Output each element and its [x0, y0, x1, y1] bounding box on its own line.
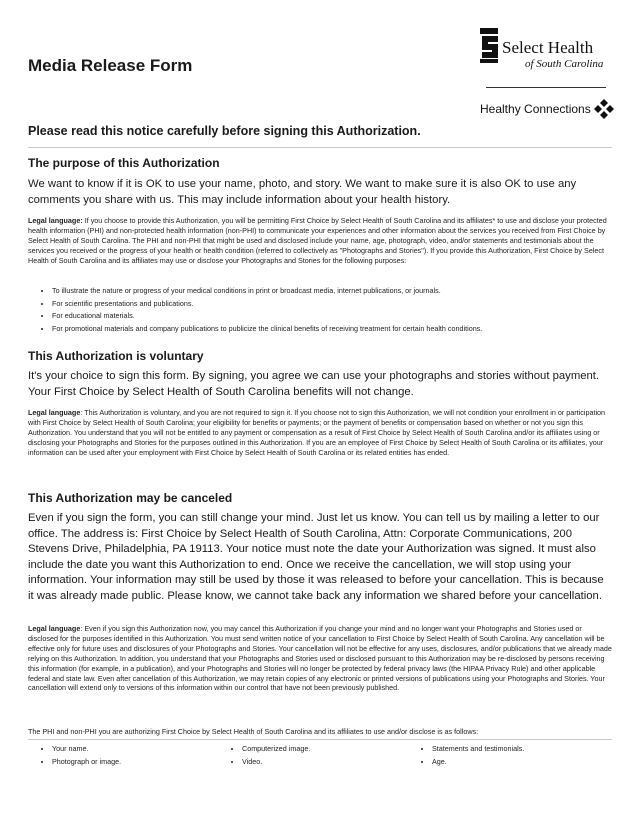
list-item: • Video. — [242, 755, 418, 768]
healthy-connections-text: Healthy Connections — [480, 102, 591, 116]
notice-text: Please read this notice carefully before signing this Authorization. — [28, 124, 421, 138]
list-item: • Photograph or image. — [52, 755, 228, 768]
phi-intro-text: The PHI and non-PHI you are authorizing First Choice by Select Health of South Carolina and its affiliates to use and/or disclose is as follows: — [28, 727, 479, 736]
list-item: • Age. — [432, 755, 608, 768]
page-title: Media Release Form — [28, 56, 193, 75]
select-health-logo-icon — [478, 28, 500, 64]
list-item: • For promotional materials and company publications to publicize the clinical benefits of receiving treatment for certain health conditions. — [52, 323, 622, 336]
list-item: • Statements and testimonials. — [432, 742, 608, 755]
legal-body: : Even if you sign this Authorization now, you may cancel this Authorization if you change your mind and no longer want your Photographs and Stories used or disclosed for the purposes identified in this Authorization. You must send written notice of your cancellation to First Choice by Select Health of South Carolina. Any cancellation will be effective only for future uses and disclosures of your Photographs and Stories. Your cancellation will not be effective for any uses, disclosures, and/or publications that we already made relying on this Authorization. In addition, you understand that your Photographs and Stories used or disclosed pursuant to this Authorization may be re-disclosed by persons receiving this information (for example, in a publication), and your Photographs and Stories will no longer be protected by federal privacy laws (the HIPAA Privacy Rule) and other applicable federal and state law. Even after cancellation of this Authorization, we may retain copies of any electronic or printed versions of publications using your Photographs and Stories. Your cancellation will extend only to versions of this information within our control that have not been previously published. — [28, 624, 612, 693]
voluntary-legal-text — [28, 408, 612, 458]
healthy-connections-icon — [594, 97, 614, 121]
phi-column — [418, 742, 608, 768]
healthy-connections-logo — [480, 97, 620, 121]
list-item: • Computerized image. — [242, 742, 418, 755]
legal-body: : This Authorization is voluntary, and you are not required to sign it. If you choose not to sign this Authorization, we will not condition your enrollment in or participation with First Choice by Select Health of South Carolina; your eligibility for benefits or payments; or the payment of benefits or compensation based on whether or not you sign this Authorization. You understand that you will not be entitled to any payment or compensation as a result of First Choice by Select Health of South Carolina and/or its affiliates using or disclosing your Photographs and Stories for the purposes outlined in this Authorization. If you are an employee of First Choice by Select Health of South Carolina or its affiliates, your information can be used after your employment with First Choice by Select Health of South Carolina or its related entities has ended. — [28, 408, 606, 457]
legal-label: Legal language — [28, 408, 81, 417]
section-heading-voluntary: This Authorization is voluntary — [28, 349, 204, 363]
phi-divider — [28, 739, 612, 740]
section-heading-canceled: This Authorization may be canceled — [28, 491, 233, 505]
list-item: • To illustrate the nature or progress of your medical conditions in print or broadcast media, internet publications, or journals. — [52, 285, 622, 298]
purpose-summary: We want to know if it is OK to use your name, photo, and story. We want to make sure it is also OK to use any comments you share with us. This may include information about your health history. — [28, 178, 577, 206]
purpose-list — [38, 285, 622, 336]
section-heading-purpose: The purpose of this Authorization — [28, 156, 220, 170]
phi-column — [228, 742, 418, 768]
legal-label: Legal language — [28, 624, 81, 633]
logo-divider — [486, 87, 606, 88]
purpose-legal-text — [28, 216, 612, 266]
voluntary-summary: It's your choice to sign this form. By signing, you agree we can use your photographs and stories without payment. Your First Choice by Select Health of South Carolina benefits will not change. — [28, 370, 600, 398]
section-divider — [28, 147, 612, 148]
legal-label: Legal language: — [28, 216, 83, 225]
canceled-legal-text — [28, 624, 612, 693]
logo-subtitle: of South Carolina — [525, 58, 604, 70]
legal-body: If you choose to provide this Authorization, you will be permitting First Choice by Select Health of South Carolina and its affiliates* to use and disclose your protected health information (PHI) and non-protected health information (non-PHI) to communicate your experiences and other information about the services you received from First Choice by Select Health of South Carolina. The PHI and non-PHI that might be used and disclosed include your name, age, photograph, video, and/or statements and testimonials about the services you received or the progress of your health or health condition (referred to collectively as "Photographs and Stories"). If you provide this Authorization, First Choice by Select Health of South Carolina and its affiliates may use or disclose your Photographs and Stories for the following purposes: — [28, 216, 607, 265]
list-item: • For educational materials. — [52, 310, 622, 323]
logo-wordmark: Select Health — [502, 38, 594, 57]
phi-column — [38, 742, 228, 768]
list-item: • Your name. — [52, 742, 228, 755]
list-item: • For scientific presentations and publications. — [52, 298, 622, 311]
canceled-summary: Even if you sign the form, you can still change your mind. Just let us know. You can tell us by mailing a letter to our office. The address is: First Choice by Select Health of South Carolina, Attn: Corporate Communications, 200 Stevens Drive, Philadelphia, PA 19113. Your notice must note the date your Authorization was signed. It must also include the date you want this Authorization to end. Once we receive the cancellation, we will stop using your information. Your information may still be used by those it was released to before your cancellation. This is because it was already made public. Please know, we cannot take back any information we shared before your cancellation. — [28, 512, 604, 602]
phi-items — [38, 742, 608, 768]
select-health-logo — [478, 28, 618, 78]
